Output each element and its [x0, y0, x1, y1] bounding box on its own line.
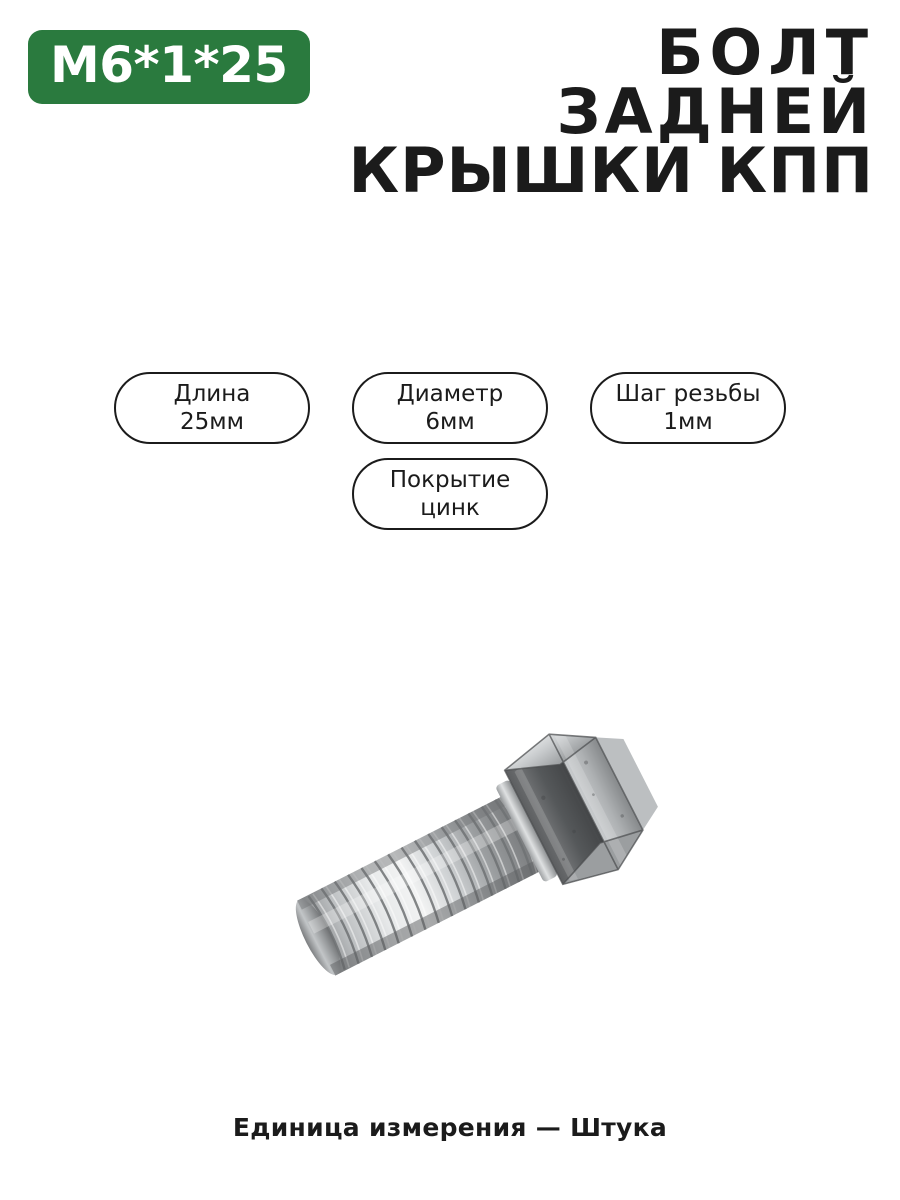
spec-pill-coating [352, 458, 548, 530]
spec-value-coating: цинк [420, 495, 480, 521]
page-title [314, 16, 874, 207]
hex-bolt-photo-icon [0, 600, 900, 1080]
spec-pill-thread-pitch [590, 372, 786, 444]
spec-pill-row-1 [0, 372, 900, 444]
page-title-line-3: КРЫШКИ КПП [348, 133, 874, 207]
spec-pill-group [0, 372, 900, 544]
spec-value-diameter: 6мм [425, 409, 475, 435]
spec-pill-length [114, 372, 310, 444]
spec-value-thread-pitch: 1мм [663, 409, 713, 435]
product-image [0, 600, 900, 1080]
spec-label-length: Длина [173, 380, 251, 407]
spec-pill-diameter [352, 372, 548, 444]
page-title-line-1: БОЛТ [656, 16, 874, 89]
spec-label-thread-pitch: Шаг резьбы [615, 380, 761, 407]
spec-value-length: 25мм [180, 409, 244, 435]
spec-label-diameter: Диаметр [396, 380, 504, 407]
spec-label-coating: Покрытие [389, 466, 511, 493]
unit-of-measure-note: Единица измерения — Штука [232, 1113, 668, 1142]
size-badge: M6*1*25 [28, 30, 310, 104]
page-title-line-2: ЗАДНЕЙ [556, 74, 874, 148]
spec-pill-row-2 [0, 458, 900, 530]
header [0, 0, 900, 320]
